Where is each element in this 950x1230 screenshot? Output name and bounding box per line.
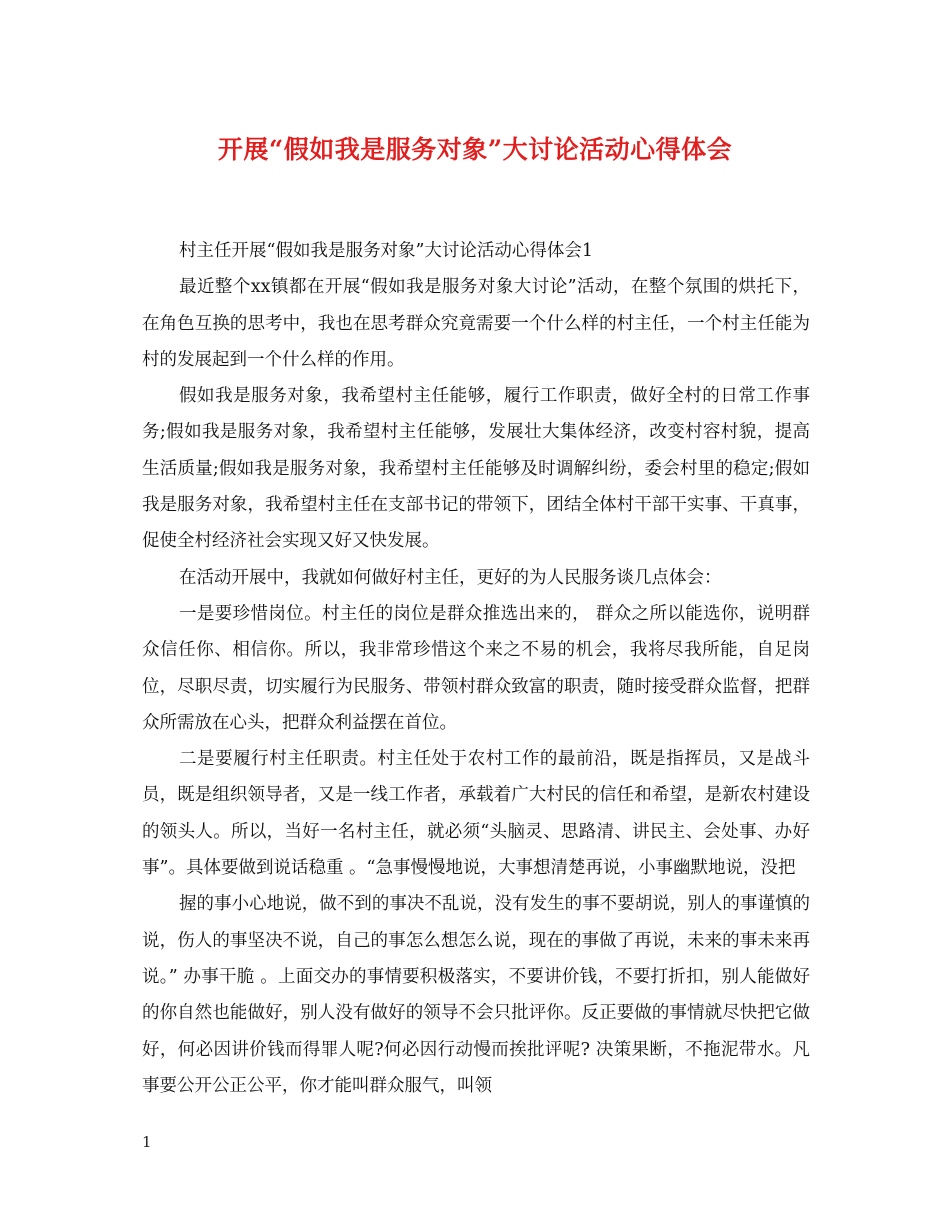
paragraph: 握的事小心地说，做不到的事决不乱说，没有发生的事不要胡说，别人的事谨慎的说，伤人的事坚决不说，自己的事怎么想怎么说，现在的事做了再说，未来的事未来再说。” 办事干脆 。上面交办的事情要积极落实，不要讲价钱，不要打折扣，别人能做好的你自然也能做好，别人没有做好的领导不会只批评你。反正要做的事情就尽快把它做好，何必因讲价钱而得罪人呢?何必因行动慢而挨批评呢? 决策果断，不拖泥带水。凡事要公开公正公平，你才能叫群众服气，叫领: [142, 894, 810, 1096]
document-title: 开展“假如我是服务对象”大讨论活动心得体会: [217, 135, 733, 164]
paragraph-subtitle: 村主任开展“假如我是服务对象”大讨论活动心得体会1: [179, 241, 594, 261]
document-body: [142, 233, 810, 1104]
paragraph: 一是要珍惜岗位。村主任的岗位是群众推选出来的， 群众之所以能选你，说明群众信任你、相信你。所以，我非常珍惜这个来之不易的机会，我将尽我所能，自足岗位，尽职尽责，切实履行为民服务、带领村群众致富的职责，随时接受群众监督，把群众所需放在心头，把群众利益摆在首位。: [142, 603, 810, 733]
paragraph: 假如我是服务对象，我希望村主任能够，履行工作职责，做好全村的日常工作事务;假如我是服务对象，我希望村主任能够，发展壮大集体经济，改变村容村貌，提高生活质量;假如我是服务对象，我希望村主任能够及时调解纠纷，委会村里的稳定;假如我是服务对象，我希望村主任在支部书记的带领下，团结全体村干部干实事、干真事，促使全村经济社会实现又好又快发展。: [142, 386, 810, 552]
paragraph: 最近整个xx镇都在开展“假如我是服务对象大讨论”活动，在整个氛围的烘托下，在角色互换的思考中，我也在思考群众究竟需要一个什么样的村主任，一个村主任能为村的发展起到一个什么样的作用。: [142, 277, 810, 370]
paragraph: 在活动开展中，我就如何做好村主任，更好的为人民服务谈几点体会：: [179, 567, 722, 588]
page-number: 1: [142, 1133, 152, 1151]
paragraph: 二是要履行村主任职责。村主任处于农村工作的最前沿，既是指挥员，又是战斗员，既是组织领导者，又是一线工作者，承载着广大村民的信任和希望，是新农村建设的领头人。所以，当好一名村主任，就必须“头脑灵、思路清、讲民主、会处事、办好事”。具体要做到说话稳重 。“急事慢慢地说，大事想清楚再说，小事幽默地说，没把: [142, 749, 810, 879]
